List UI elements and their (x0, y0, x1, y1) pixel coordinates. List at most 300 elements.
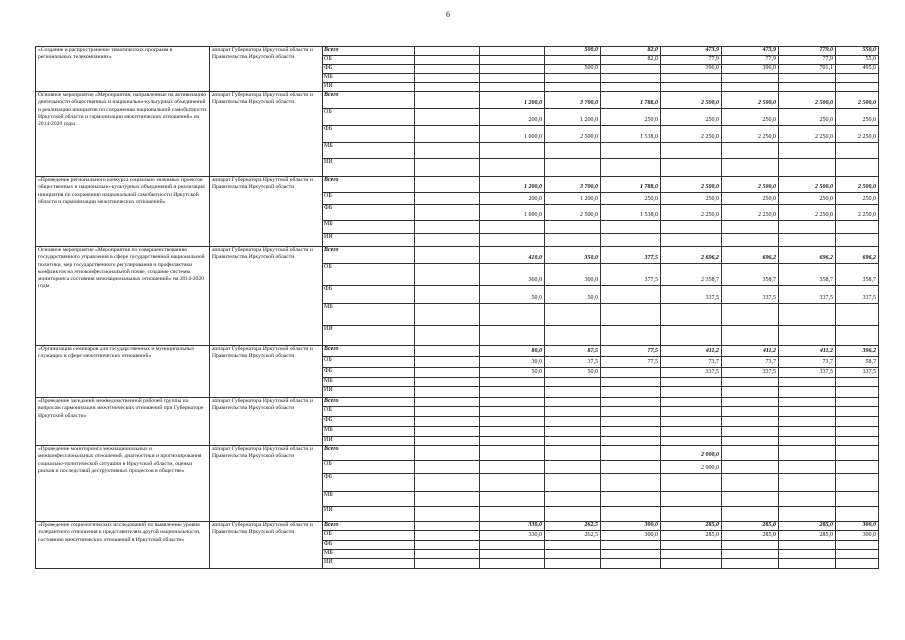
executor-cell: аппарат Губернатора Иркутской области и Правительства Иркутской области (210, 446, 323, 522)
amount-cell (836, 143, 879, 159)
amount-cell: 337,5 (836, 368, 879, 378)
amount-cell: 2 500,0 (779, 177, 836, 193)
funding-source-label: ОБ (323, 461, 415, 474)
amount-cell: 3 700,0 (545, 92, 601, 109)
amount-cell: 2 250,0 (779, 205, 836, 221)
amount-cell: 1 788,0 (601, 177, 661, 193)
amount-cell: 2 358,7 (661, 264, 722, 286)
amount-cell (722, 492, 779, 507)
amount-cell: 337,5 (661, 286, 722, 304)
amount-cell (415, 522, 480, 531)
amount-cell (415, 357, 480, 368)
amount-cell: 701,1 (779, 65, 836, 74)
amount-cell (836, 234, 879, 247)
amount-cell: 300,0 (601, 522, 661, 531)
amount-cell: 2 696,2 (661, 247, 722, 264)
amount-cell (415, 461, 480, 474)
amount-cell: 77,9 (661, 56, 722, 65)
amount-cell (836, 507, 879, 522)
amount-cell (480, 559, 545, 569)
amount-cell: 358,7 (836, 264, 879, 286)
amount-cell (601, 74, 661, 83)
amount-cell: 337,5 (661, 368, 722, 378)
amount-cell: 2 250,0 (836, 205, 879, 221)
amount-cell: 2 250,0 (661, 205, 722, 221)
funding-source-label: ОБ (323, 407, 415, 417)
funding-source-label: МБ (323, 492, 415, 507)
amount-cell: 337,5 (779, 286, 836, 304)
amount-cell (601, 550, 661, 559)
amount-cell (836, 427, 879, 437)
amount-cell: 250,0 (661, 109, 722, 126)
amount-cell: 250,0 (601, 193, 661, 205)
amount-cell (480, 83, 545, 92)
activity-name: «Организация семинаров для государственных и муниципальных служащих в сфере межэтнических отношений» (36, 346, 210, 398)
amount-cell (661, 326, 722, 346)
amount-cell (779, 387, 836, 398)
amount-cell (415, 177, 480, 193)
amount-cell: 285,0 (722, 531, 779, 541)
amount-cell: 262,5 (545, 531, 601, 541)
amount-cell (480, 143, 545, 159)
amount-cell: 2 250,0 (779, 126, 836, 143)
amount-cell (415, 65, 480, 74)
amount-cell (601, 507, 661, 522)
amount-cell (480, 74, 545, 83)
amount-cell (722, 143, 779, 159)
amount-cell (779, 83, 836, 92)
amount-cell: 285,0 (661, 531, 722, 541)
amount-cell (779, 427, 836, 437)
activity-name: Основное мероприятие «Мероприятия, направленные на активизацию деятельности общественных и национально-культурных объединений и реализацию инициатив по сохранению национальной самобытности Иркутской области и гармонизации межэтнических отношений» на 2014-2020 годы (36, 92, 210, 177)
amount-cell: 358,7 (779, 264, 836, 286)
funding-source-label: ОБ (323, 357, 415, 368)
amount-cell (661, 74, 722, 83)
amount-cell (545, 427, 601, 437)
amount-cell (601, 437, 661, 446)
amount-cell (722, 234, 779, 247)
amount-cell (779, 461, 836, 474)
amount-cell (722, 446, 779, 461)
table-row (36, 177, 879, 193)
amount-cell: 2 500,0 (836, 92, 879, 109)
amount-cell: 300,0 (836, 531, 879, 541)
amount-cell (480, 47, 545, 56)
amount-cell: 350,0 (545, 247, 601, 264)
amount-cell: 337,5 (722, 286, 779, 304)
amount-cell (601, 65, 661, 74)
amount-cell: 87,5 (545, 346, 601, 357)
amount-cell (480, 417, 545, 427)
amount-cell (836, 304, 879, 326)
amount-cell (779, 143, 836, 159)
amount-cell (661, 398, 722, 407)
amount-cell: 1 788,0 (601, 92, 661, 109)
funding-source-label: ФБ (323, 417, 415, 427)
amount-cell: 2 000,0 (661, 446, 722, 461)
amount-cell (601, 427, 661, 437)
amount-cell (779, 378, 836, 387)
amount-cell (779, 550, 836, 559)
amount-cell: 411,2 (779, 346, 836, 357)
amount-cell: 2 500,0 (661, 177, 722, 193)
table-row (36, 47, 879, 56)
amount-cell: 696,2 (779, 247, 836, 264)
amount-cell (836, 446, 879, 461)
amount-cell (545, 378, 601, 387)
amount-cell (836, 398, 879, 407)
amount-cell: 50,0 (480, 368, 545, 378)
table-row (36, 92, 879, 109)
table-row (36, 346, 879, 357)
funding-source-label: ОБ (323, 193, 415, 205)
amount-cell (415, 286, 480, 304)
amount-cell (836, 550, 879, 559)
amount-cell (836, 407, 879, 417)
amount-cell (836, 541, 879, 550)
amount-cell: 779,0 (779, 47, 836, 56)
amount-cell (661, 474, 722, 492)
amount-cell (601, 387, 661, 398)
funding-source-label: Всего (323, 522, 415, 531)
amount-cell (415, 550, 480, 559)
amount-cell: 285,0 (661, 522, 722, 531)
amount-cell (661, 507, 722, 522)
amount-cell: 250,0 (722, 109, 779, 126)
amount-cell: 358,7 (722, 264, 779, 286)
funding-source-label: МБ (323, 74, 415, 83)
amount-cell (601, 417, 661, 427)
amount-cell: 337,5 (779, 368, 836, 378)
amount-cell (545, 398, 601, 407)
amount-cell: 2 500,0 (545, 205, 601, 221)
amount-cell (601, 378, 661, 387)
amount-cell (601, 326, 661, 346)
amount-cell (415, 143, 480, 159)
amount-cell (779, 234, 836, 247)
funding-source-label: Всего (323, 346, 415, 357)
amount-cell (779, 492, 836, 507)
amount-cell (415, 159, 480, 177)
amount-cell (415, 47, 480, 56)
amount-cell (415, 417, 480, 427)
amount-cell (480, 492, 545, 507)
amount-cell (722, 159, 779, 177)
amount-cell: 500,0 (545, 65, 601, 74)
amount-cell (415, 541, 480, 550)
amount-cell (415, 83, 480, 92)
amount-cell (545, 407, 601, 417)
amount-cell (722, 304, 779, 326)
amount-cell (415, 387, 480, 398)
funding-source-label: МБ (323, 550, 415, 559)
table-row (36, 522, 879, 531)
amount-cell (836, 417, 879, 427)
amount-cell: 250,0 (779, 109, 836, 126)
amount-cell: 2 500,0 (722, 177, 779, 193)
amount-cell: 330,0 (480, 522, 545, 531)
funding-source-label: МБ (323, 143, 415, 159)
amount-cell (836, 559, 879, 569)
amount-cell (661, 234, 722, 247)
amount-cell (722, 407, 779, 417)
funding-source-label: ОБ (323, 531, 415, 541)
amount-cell: 396,0 (722, 65, 779, 74)
amount-cell (415, 193, 480, 205)
amount-cell: 2 250,0 (836, 126, 879, 143)
amount-cell (545, 559, 601, 569)
amount-cell (722, 550, 779, 559)
amount-cell (601, 461, 661, 474)
amount-cell: 696,2 (836, 247, 879, 264)
amount-cell (779, 446, 836, 461)
amount-cell: 337,5 (722, 368, 779, 378)
amount-cell (722, 326, 779, 346)
amount-cell (836, 474, 879, 492)
table-row (36, 247, 879, 264)
amount-cell (480, 427, 545, 437)
amount-cell (601, 221, 661, 234)
amount-cell (601, 407, 661, 417)
amount-cell (415, 446, 480, 461)
funding-source-label: ОБ (323, 56, 415, 65)
amount-cell (545, 461, 601, 474)
amount-cell (480, 387, 545, 398)
amount-cell: 2 500,0 (722, 92, 779, 109)
activity-name: «Создание и распространение тематических программ в региональных телекомпаниях» (36, 47, 210, 92)
amount-cell (722, 427, 779, 437)
amount-cell (779, 507, 836, 522)
amount-cell (836, 437, 879, 446)
amount-cell: 330,0 (480, 531, 545, 541)
funding-source-label: ИИ (323, 387, 415, 398)
amount-cell (545, 474, 601, 492)
amount-cell: 377,5 (601, 247, 661, 264)
funding-source-label: МБ (323, 304, 415, 326)
amount-cell (415, 74, 480, 83)
amount-cell: 77,5 (601, 346, 661, 357)
amount-cell: 50,0 (480, 286, 545, 304)
amount-cell (722, 378, 779, 387)
amount-cell (415, 507, 480, 522)
amount-cell (545, 143, 601, 159)
amount-cell (415, 368, 480, 378)
amount-cell (415, 126, 480, 143)
amount-cell: 2 500,0 (836, 177, 879, 193)
funding-source-label: ИИ (323, 83, 415, 92)
amount-cell (415, 247, 480, 264)
amount-cell: 82,0 (601, 56, 661, 65)
amount-cell: 2 500,0 (545, 126, 601, 143)
amount-cell (480, 550, 545, 559)
amount-cell (415, 531, 480, 541)
funding-source-label: МБ (323, 221, 415, 234)
funding-source-label: Всего (323, 92, 415, 109)
amount-cell (722, 437, 779, 446)
amount-cell (779, 74, 836, 83)
amount-cell (415, 378, 480, 387)
amount-cell: 77,5 (601, 357, 661, 368)
amount-cell (779, 407, 836, 417)
amount-cell (836, 461, 879, 474)
amount-cell: 495,0 (836, 65, 879, 74)
amount-cell (661, 407, 722, 417)
amount-cell (545, 221, 601, 234)
amount-cell (779, 326, 836, 346)
amount-cell (415, 398, 480, 407)
amount-cell (545, 446, 601, 461)
funding-source-label: ОБ (323, 264, 415, 286)
table-row (36, 398, 879, 407)
activity-name: «Проведение регионального конкурса социально значимых проектов общественных и национально-культурных объединений и реализация инициатив по сохранению национальной самобытности Иркутской области и гармонизации межэтнических отношений» (36, 177, 210, 247)
amount-cell (415, 474, 480, 492)
activity-name: «Проведение мониторинга межнациональных и межконфессиональных отношений, диагностики и прогнозирования социально-политической ситуации в Иркутской области, оценки рисков и последствий деструктивных процессов в обществе» (36, 446, 210, 522)
activity-name: «Проведение заседаний межведомственной рабочей группы по вопросам гармонизации межэтнических отношений при Губернаторе Иркутской области» (36, 398, 210, 446)
amount-cell (601, 234, 661, 247)
funding-source-label: ИИ (323, 559, 415, 569)
amount-cell: 200,0 (480, 193, 545, 205)
funding-source-label: ФБ (323, 205, 415, 221)
amount-cell (836, 159, 879, 177)
amount-cell (545, 437, 601, 446)
funding-source-label: ИИ (323, 437, 415, 446)
amount-cell: 285,0 (722, 522, 779, 531)
funding-source-label: ИИ (323, 234, 415, 247)
amount-cell (601, 541, 661, 550)
amount-cell: 250,0 (661, 193, 722, 205)
amount-cell (661, 492, 722, 507)
amount-cell (601, 559, 661, 569)
amount-cell (722, 398, 779, 407)
amount-cell (480, 461, 545, 474)
budget-table (35, 46, 879, 569)
amount-cell (545, 159, 601, 177)
amount-cell (480, 437, 545, 446)
amount-cell (545, 492, 601, 507)
amount-cell (545, 550, 601, 559)
amount-cell (779, 159, 836, 177)
amount-cell (661, 427, 722, 437)
funding-source-label: Всего (323, 47, 415, 56)
amount-cell (661, 387, 722, 398)
amount-cell (661, 550, 722, 559)
amount-cell: 77,9 (779, 56, 836, 65)
amount-cell: 250,0 (722, 193, 779, 205)
amount-cell (836, 492, 879, 507)
amount-cell (545, 326, 601, 346)
amount-cell (836, 326, 879, 346)
funding-source-label: ФБ (323, 65, 415, 74)
amount-cell (415, 326, 480, 346)
amount-cell (722, 83, 779, 92)
amount-cell (415, 346, 480, 357)
amount-cell (779, 398, 836, 407)
amount-cell (601, 286, 661, 304)
funding-source-label: ФБ (323, 541, 415, 550)
amount-cell: 696,2 (722, 247, 779, 264)
funding-source-label: ИИ (323, 507, 415, 522)
amount-cell (480, 304, 545, 326)
funding-source-label: МБ (323, 427, 415, 437)
amount-cell (415, 92, 480, 109)
amount-cell (545, 83, 601, 92)
amount-cell: 250,0 (836, 109, 879, 126)
amount-cell: 58,7 (836, 357, 879, 368)
amount-cell (722, 474, 779, 492)
amount-cell (722, 461, 779, 474)
amount-cell (779, 304, 836, 326)
amount-cell: 2 250,0 (722, 126, 779, 143)
amount-cell (836, 378, 879, 387)
amount-cell: 396,2 (836, 346, 879, 357)
funding-source-label: Всего (323, 446, 415, 461)
amount-cell: 411,2 (722, 346, 779, 357)
amount-cell: 80,0 (480, 346, 545, 357)
amount-cell: 300,0 (836, 522, 879, 531)
amount-cell (722, 541, 779, 550)
activity-name: Основное мероприятие «Мероприятия по совершенствованию государственного управления в сфере государственной национальной политики, мер государственного регулирования и профилактики конфликтов на этноконфессиональной почве, создание системы мониторинга состояния межнациональных отношений» на 2014-2020 годы (36, 247, 210, 346)
amount-cell (415, 304, 480, 326)
amount-cell (545, 56, 601, 65)
funding-source-label: МБ (323, 378, 415, 387)
amount-cell: 285,0 (779, 522, 836, 531)
amount-cell (480, 159, 545, 177)
amount-cell (545, 304, 601, 326)
amount-cell (480, 407, 545, 417)
amount-cell: 473,9 (661, 47, 722, 56)
amount-cell: 411,2 (661, 346, 722, 357)
amount-cell (661, 378, 722, 387)
amount-cell: 377,5 (601, 264, 661, 286)
amount-cell (415, 56, 480, 65)
amount-cell (545, 417, 601, 427)
amount-cell: 473,9 (722, 47, 779, 56)
amount-cell (415, 559, 480, 569)
amount-cell (601, 474, 661, 492)
amount-cell (779, 417, 836, 427)
amount-cell: 2 500,0 (661, 92, 722, 109)
executor-cell: аппарат Губернатора Иркутской области и Правительства Иркутской области (210, 346, 323, 398)
amount-cell (779, 559, 836, 569)
amount-cell (415, 109, 480, 126)
amount-cell (415, 264, 480, 286)
amount-cell: 1 538,0 (601, 205, 661, 221)
amount-cell: 396,0 (661, 65, 722, 74)
funding-source-label: Всего (323, 247, 415, 264)
amount-cell (661, 159, 722, 177)
amount-cell (415, 427, 480, 437)
amount-cell (661, 143, 722, 159)
activity-name: «Проведение социологических исследований по выявлению уровня толерантного отношения к представителям другой национальности, состоянию межэтнических отношений в Иркутской области» (36, 522, 210, 569)
amount-cell (836, 74, 879, 83)
amount-cell (601, 159, 661, 177)
amount-cell (601, 83, 661, 92)
amount-cell: 1 000,0 (480, 205, 545, 221)
amount-cell: 300,0 (601, 531, 661, 541)
amount-cell (545, 234, 601, 247)
amount-cell (545, 541, 601, 550)
amount-cell (722, 387, 779, 398)
funding-source-label: Всего (323, 398, 415, 407)
amount-cell (661, 559, 722, 569)
amount-cell (415, 492, 480, 507)
amount-cell (415, 221, 480, 234)
amount-cell: 360,0 (480, 264, 545, 286)
amount-cell (661, 541, 722, 550)
executor-cell: аппарат Губернатора Иркутской области и Правительства Иркутской области (210, 247, 323, 346)
amount-cell (661, 221, 722, 234)
amount-cell (601, 368, 661, 378)
